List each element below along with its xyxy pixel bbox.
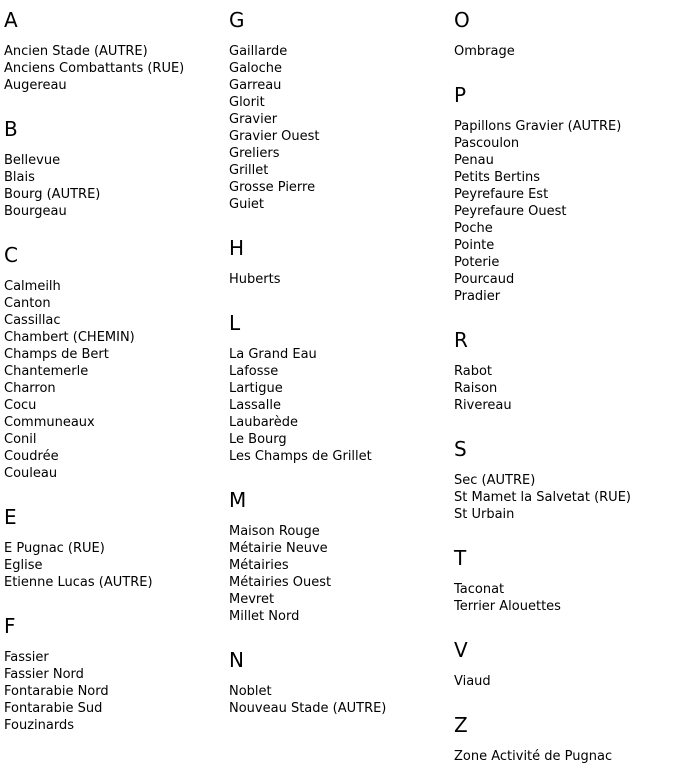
section-S [454, 437, 675, 523]
street-list-item[interactable]: Lartigue [229, 381, 283, 396]
street-list-item[interactable]: Anciens Combattants (RUE) [4, 61, 185, 76]
street-list-item[interactable]: Ombrage [454, 44, 515, 59]
street-list-item[interactable]: Garreau [229, 78, 282, 93]
street-list-item[interactable]: Lassalle [229, 398, 281, 413]
section-letter-heading: A [4, 8, 18, 32]
section-letter-heading: E [4, 505, 17, 529]
section-letter-heading: O [454, 8, 470, 32]
street-list-item[interactable]: Pascoulon [454, 136, 520, 151]
street-list-item[interactable]: Petits Bertins [454, 170, 541, 185]
street-list-item[interactable]: Métairies Ouest [229, 575, 332, 590]
street-list-item[interactable]: Glorit [229, 95, 265, 110]
section-G [229, 8, 454, 213]
street-list-item[interactable]: Les Champs de Grillet [229, 449, 372, 464]
section-P [454, 83, 675, 305]
street-list-item[interactable]: St Urbain [454, 507, 515, 522]
section-R [454, 328, 675, 414]
street-list-item[interactable]: Bellevue [4, 153, 61, 168]
street-list-item[interactable]: Cassillac [4, 313, 61, 328]
section-letter-heading: B [4, 117, 18, 141]
street-list-item[interactable]: Fouzinards [4, 718, 74, 733]
street-list-item[interactable]: Pourcaud [454, 272, 515, 287]
street-list-item[interactable]: Pradier [454, 289, 501, 304]
street-list-item[interactable]: St Mamet la Salvetat (RUE) [454, 490, 631, 505]
street-list-item[interactable]: Guiet [229, 197, 265, 212]
street-list-item[interactable]: Peyrefaure Est [454, 187, 549, 202]
street-list-item[interactable]: Eglise [4, 558, 43, 573]
street-list-item[interactable]: Grosse Pierre [229, 180, 316, 195]
section-H [229, 236, 454, 288]
street-list-item[interactable]: Zone Activité de Pugnac [454, 749, 613, 764]
street-list-item[interactable]: Poterie [454, 255, 500, 270]
street-list-item[interactable]: Peyrefaure Ouest [454, 204, 567, 219]
street-list-item[interactable]: Métairie Neuve [229, 541, 328, 556]
street-list-item[interactable]: E Pugnac (RUE) [4, 541, 105, 556]
section-V [454, 638, 675, 690]
street-list-item[interactable]: Gravier Ouest [229, 129, 320, 144]
section-letter-heading: V [454, 638, 468, 662]
street-list-item[interactable]: Communeaux [4, 415, 95, 430]
section-M [229, 488, 454, 625]
street-list-item[interactable]: Millet Nord [229, 609, 300, 624]
street-list-item[interactable]: Lafosse [229, 364, 279, 379]
street-list-item[interactable]: Cocu [4, 398, 37, 413]
street-list-item[interactable]: Rabot [454, 364, 493, 379]
street-list-item[interactable]: Ancien Stade (AUTRE) [4, 44, 148, 59]
street-list-item[interactable]: Canton [4, 296, 51, 311]
index-column-2 [229, 8, 454, 768]
street-list-item[interactable]: Calmeilh [4, 279, 61, 294]
index-column-3 [454, 8, 675, 768]
section-letter-heading: R [454, 328, 468, 352]
section-letter-heading: F [4, 614, 16, 638]
street-list-item[interactable]: Nouveau Stade (AUTRE) [229, 701, 387, 716]
section-N [229, 648, 454, 717]
street-list-item[interactable]: Le Bourg [229, 432, 287, 447]
section-E [4, 505, 229, 591]
street-list-item[interactable]: Rivereau [454, 398, 512, 413]
street-list-item[interactable]: Greliers [229, 146, 280, 161]
street-list-item[interactable]: Galoche [229, 61, 282, 76]
index-column-1 [4, 8, 229, 768]
section-letter-heading: S [454, 437, 467, 461]
street-list-item[interactable]: Métairies [229, 558, 289, 573]
section-T [454, 546, 675, 615]
street-list-item[interactable]: Pointe [454, 238, 495, 253]
street-list-item[interactable]: Raison [454, 381, 498, 396]
street-list-item[interactable]: Charron [4, 381, 56, 396]
section-letter-heading: M [229, 488, 247, 512]
street-list-item[interactable]: Augereau [4, 78, 67, 93]
section-letter-heading: P [454, 83, 467, 107]
street-list-item[interactable]: Poche [454, 221, 493, 236]
section-letter-heading: T [454, 546, 467, 570]
street-list-item[interactable]: Bourg (AUTRE) [4, 187, 101, 202]
section-L [229, 311, 454, 465]
street-list-item[interactable]: Fassier [4, 650, 49, 665]
street-list-item[interactable]: Fassier Nord [4, 667, 84, 682]
section-B [4, 117, 229, 220]
street-list-item[interactable]: Viaud [454, 674, 491, 689]
section-A [4, 8, 229, 94]
street-list-item[interactable]: Noblet [229, 684, 272, 699]
street-list-item[interactable]: Couleau [4, 466, 58, 481]
street-list-item[interactable]: Fontarabie Nord [4, 684, 109, 699]
street-list-item[interactable]: Mevret [229, 592, 275, 607]
street-list-item[interactable]: Penau [454, 153, 494, 168]
section-C [4, 243, 229, 482]
section-Z [454, 713, 675, 765]
street-list-item[interactable]: Bourgeau [4, 204, 67, 219]
section-letter-heading: Z [454, 713, 468, 737]
street-list-item[interactable]: Etienne Lucas (AUTRE) [4, 575, 153, 590]
street-list-item[interactable]: Blais [4, 170, 35, 185]
street-list-item[interactable]: La Grand Eau [229, 347, 317, 362]
street-list-item[interactable]: Gravier [229, 112, 278, 127]
street-list-item[interactable]: Huberts [229, 272, 281, 287]
section-letter-heading: L [229, 311, 241, 335]
street-list-item[interactable]: Maison Rouge [229, 524, 320, 539]
street-list-item[interactable]: Taconat [454, 582, 505, 597]
street-list-item[interactable]: Terrier Alouettes [454, 599, 561, 614]
section-O [454, 8, 675, 60]
street-list-item[interactable]: Chambert (CHEMIN) [4, 330, 135, 345]
section-letter-heading: H [229, 236, 245, 260]
street-list-item[interactable]: Conil [4, 432, 37, 447]
section-letter-heading: C [4, 243, 18, 267]
section-letter-heading: N [229, 648, 244, 672]
section-letter-heading: G [229, 8, 245, 32]
street-list-item[interactable]: Grillet [229, 163, 269, 178]
street-list-item[interactable]: Laubarède [229, 415, 298, 430]
street-list-item[interactable]: Papillons Gravier (AUTRE) [454, 119, 622, 134]
street-list-item[interactable]: Gaillarde [229, 44, 288, 59]
section-F [4, 614, 229, 734]
street-list-item[interactable]: Chantemerle [4, 364, 89, 379]
street-list-item[interactable]: Sec (AUTRE) [454, 473, 536, 488]
street-list-item[interactable]: Fontarabie Sud [4, 701, 103, 716]
street-list-item[interactable]: Champs de Bert [4, 347, 109, 362]
street-list-item[interactable]: Coudrée [4, 449, 59, 464]
